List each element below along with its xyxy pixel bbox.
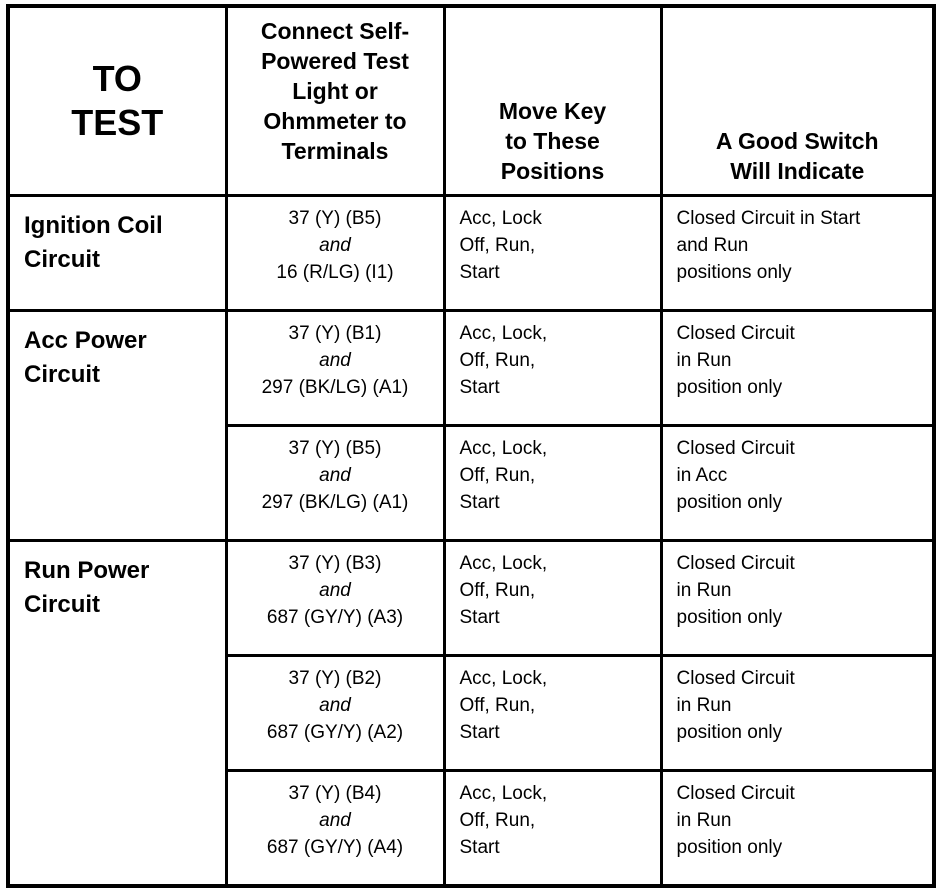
header-to-test-line: TO (92, 58, 142, 99)
header-good-switch-line: Will Indicate (730, 158, 865, 184)
indication-line: in Run (676, 810, 732, 831)
terminals-cell (226, 311, 444, 426)
conjunction: and (319, 465, 351, 486)
header-to-test-line: TEST (71, 102, 164, 143)
terminal-b: 16 (R/LG) (I1) (276, 262, 394, 283)
header-connect (226, 6, 444, 196)
header-connect-line: Powered Test (261, 48, 409, 74)
test-name-line: Acc Power (24, 327, 147, 354)
position-line: Off, Run, (459, 695, 536, 716)
header-move-key-line: Positions (500, 158, 605, 184)
ignition-switch-test-table (6, 4, 936, 888)
indication-line: position only (676, 492, 783, 513)
terminal-a: 37 (Y) (B2) (288, 668, 382, 689)
position-line: Start (459, 722, 500, 743)
test-name-cell (8, 311, 226, 541)
positions-cell (444, 311, 661, 426)
position-line: Off, Run, (459, 580, 536, 601)
indication-line: Closed Circuit in Start (676, 208, 861, 229)
terminal-b: 687 (GY/Y) (A4) (266, 837, 404, 858)
indication-line: position only (676, 722, 783, 743)
terminals-cell (226, 426, 444, 541)
position-line: Acc, Lock, (459, 323, 548, 344)
position-line: Off, Run, (459, 350, 536, 371)
conjunction: and (319, 235, 351, 256)
position-line: Start (459, 492, 500, 513)
test-name-line: Ignition Coil (24, 212, 163, 239)
conjunction: and (319, 695, 351, 716)
terminals-cell (226, 771, 444, 887)
conjunction: and (319, 350, 351, 371)
indication-cell (661, 311, 934, 426)
header-connect-line: Light or (292, 78, 378, 104)
switch-test-sheet (6, 4, 932, 858)
positions-cell (444, 426, 661, 541)
test-name-cell (8, 196, 226, 311)
indication-line: Closed Circuit (676, 783, 795, 804)
table-row (8, 196, 934, 311)
terminal-b: 297 (BK/LG) (A1) (261, 492, 409, 513)
terminals-cell (226, 541, 444, 656)
position-line: Off, Run, (459, 465, 536, 486)
conjunction: and (319, 580, 351, 601)
header-good-switch (661, 6, 934, 196)
position-line: Acc, Lock, (459, 783, 548, 804)
test-name-cell (8, 541, 226, 887)
indication-cell (661, 656, 934, 771)
indication-line: position only (676, 607, 783, 628)
indication-line: in Run (676, 695, 732, 716)
terminals-cell (226, 656, 444, 771)
positions-cell (444, 541, 661, 656)
indication-line: Closed Circuit (676, 323, 795, 344)
header-connect-line: Connect Self- (260, 18, 410, 44)
header-to-test (8, 6, 226, 196)
indication-cell (661, 541, 934, 656)
position-line: Acc, Lock (459, 208, 542, 229)
header-good-switch-line: A Good Switch (715, 128, 879, 154)
header-move-key (444, 6, 661, 196)
test-name-line: Circuit (24, 591, 101, 618)
header-move-key-line: Move Key (498, 98, 607, 124)
test-name-line: Run Power (24, 557, 150, 584)
position-line: Acc, Lock, (459, 438, 548, 459)
position-line: Start (459, 262, 500, 283)
indication-line: in Run (676, 580, 732, 601)
indication-line: in Acc (676, 465, 728, 486)
indication-line: position only (676, 837, 783, 858)
indication-line: in Run (676, 350, 732, 371)
terminal-a: 37 (Y) (B1) (288, 323, 382, 344)
position-line: Off, Run, (459, 235, 536, 256)
positions-cell (444, 771, 661, 887)
header-connect-line: Ohmmeter to (263, 108, 407, 134)
header-connect-line: Terminals (281, 138, 389, 164)
terminal-b: 687 (GY/Y) (A2) (266, 722, 404, 743)
header-move-key-line: to These (505, 128, 600, 154)
positions-cell (444, 196, 661, 311)
indication-cell (661, 196, 934, 311)
conjunction: and (319, 810, 351, 831)
terminal-a: 37 (Y) (B4) (288, 783, 382, 804)
indication-line: positions only (676, 262, 792, 283)
positions-cell (444, 656, 661, 771)
position-line: Start (459, 607, 500, 628)
indication-line: and Run (676, 235, 749, 256)
test-name-line: Circuit (24, 246, 101, 273)
terminal-a: 37 (Y) (B3) (288, 553, 382, 574)
terminal-b: 687 (GY/Y) (A3) (266, 607, 404, 628)
terminal-b: 297 (BK/LG) (A1) (261, 377, 409, 398)
terminals-cell (226, 196, 444, 311)
position-line: Acc, Lock, (459, 668, 548, 689)
position-line: Off, Run, (459, 810, 536, 831)
position-line: Acc, Lock, (459, 553, 548, 574)
header-row (8, 6, 934, 196)
indication-line: Closed Circuit (676, 438, 795, 459)
indication-cell (661, 771, 934, 887)
indication-cell (661, 426, 934, 541)
position-line: Start (459, 377, 500, 398)
position-line: Start (459, 837, 500, 858)
indication-line: Closed Circuit (676, 668, 795, 689)
table-row (8, 541, 934, 656)
terminal-a: 37 (Y) (B5) (288, 208, 382, 229)
indication-line: position only (676, 377, 783, 398)
indication-line: Closed Circuit (676, 553, 795, 574)
test-name-line: Circuit (24, 361, 101, 388)
terminal-a: 37 (Y) (B5) (288, 438, 382, 459)
table-row (8, 311, 934, 426)
